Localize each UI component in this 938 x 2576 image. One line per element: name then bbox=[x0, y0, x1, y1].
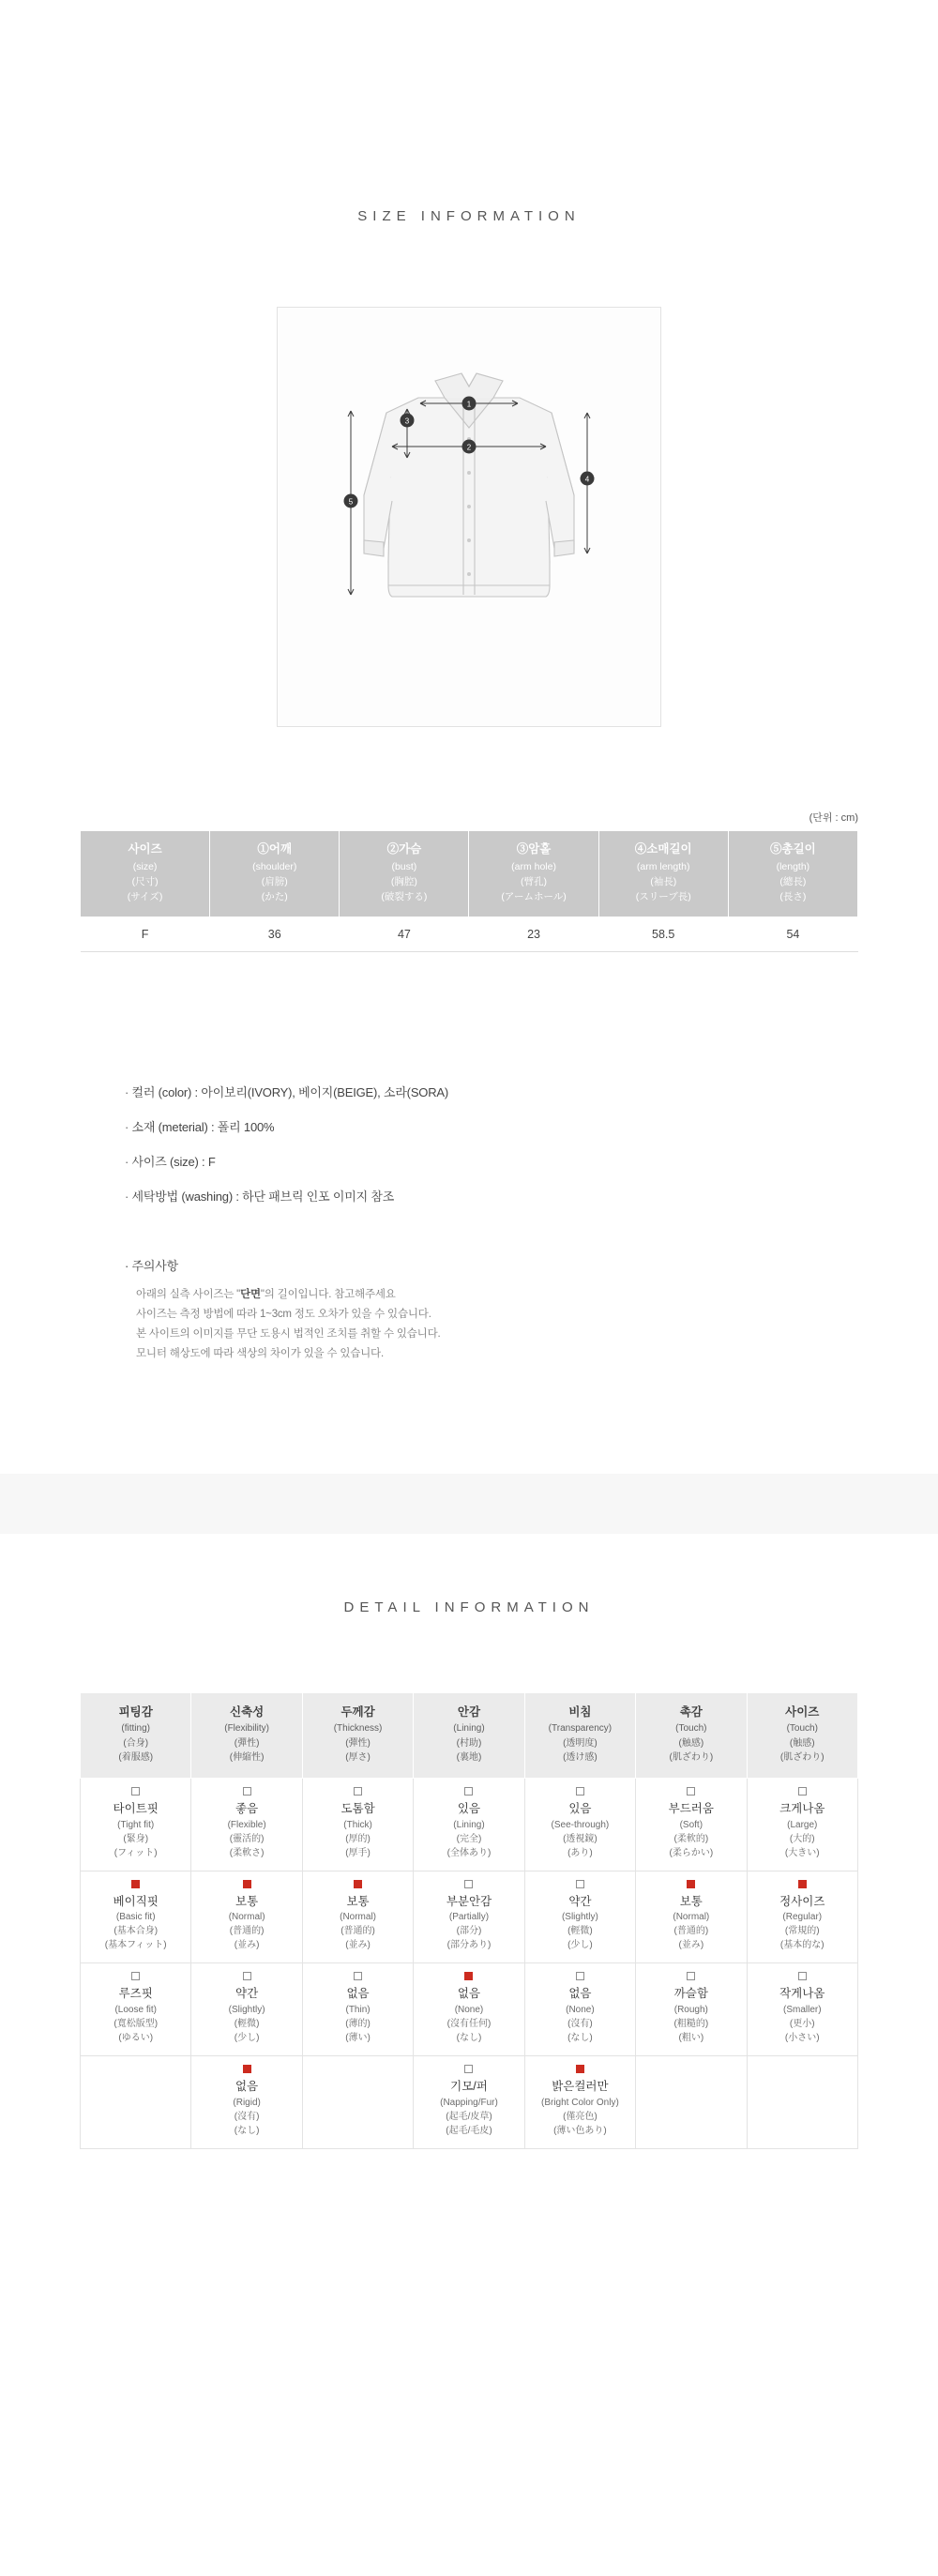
detail-option-cell[interactable] bbox=[81, 1778, 191, 1871]
option-checkbox[interactable] bbox=[243, 1880, 251, 1888]
size-table bbox=[80, 830, 858, 951]
notice-line: 아래의 실측 사이즈는 "단면"의 길이입니다. 참고해주세요 bbox=[136, 1288, 396, 1300]
option-sub-label: (基本的な) bbox=[779, 1940, 825, 1951]
detail-option-cell[interactable] bbox=[524, 2056, 635, 2149]
option-checkbox[interactable] bbox=[576, 1880, 584, 1888]
detail-col-header-sub: (Lining) bbox=[453, 1723, 485, 1735]
detail-option-cell[interactable] bbox=[636, 1871, 747, 1963]
option-sub-label: (並み) bbox=[345, 1940, 371, 1951]
option-sub-label: (僅亮色) bbox=[563, 2111, 598, 2122]
notice-lines bbox=[125, 1285, 858, 1365]
option-sub-label: (少し) bbox=[567, 1940, 593, 1951]
size-col-header-sub: (arm hole) bbox=[511, 860, 556, 872]
product-detail-page bbox=[0, 11, 938, 2576]
option-checkbox[interactable] bbox=[464, 1972, 473, 1980]
size-col-header-sub: (破裂する) bbox=[381, 891, 428, 903]
option-checkbox[interactable] bbox=[576, 2065, 584, 2073]
list-item: · 소재 (meterial) : 폴리 100% bbox=[125, 1109, 858, 1144]
detail-option-cell[interactable] bbox=[191, 2056, 302, 2149]
option-sub-label: (起毛/皮草) bbox=[446, 2111, 492, 2122]
option-label: 보통 bbox=[235, 1894, 259, 1908]
size-cell: 54 bbox=[728, 917, 857, 951]
option-sub-label: (更小) bbox=[789, 2019, 815, 2030]
option-sub-label: (None) bbox=[566, 2005, 595, 2016]
option-checkbox[interactable] bbox=[576, 1787, 584, 1796]
table-row bbox=[81, 1963, 858, 2056]
detail-option-cell[interactable] bbox=[81, 1871, 191, 1963]
option-label: 기모/퍼 bbox=[450, 2080, 488, 2094]
svg-text:1: 1 bbox=[466, 400, 472, 409]
option-checkbox[interactable] bbox=[464, 1787, 473, 1796]
detail-col-header-sub: (fitting) bbox=[121, 1723, 150, 1735]
detail-col-header-label: 촉감 bbox=[679, 1705, 703, 1720]
option-label: 없음 bbox=[568, 1987, 592, 2001]
size-col-header-sub: (尺寸) bbox=[131, 876, 159, 888]
detail-col-header bbox=[191, 1693, 302, 1779]
size-col-header-label: ③암홀 bbox=[516, 842, 552, 856]
option-sub-label: (Large) bbox=[787, 1819, 818, 1830]
product-info-list bbox=[80, 1074, 858, 1213]
option-sub-label: (ゆるい) bbox=[118, 2033, 154, 2044]
option-sub-label: (Rough) bbox=[673, 2005, 708, 2016]
option-sub-label: (None) bbox=[454, 2005, 484, 2016]
option-label: 없음 bbox=[346, 1987, 370, 2001]
option-sub-label: (フィット) bbox=[113, 1847, 158, 1858]
option-sub-label: (あり) bbox=[567, 1847, 593, 1858]
svg-text:2: 2 bbox=[466, 443, 472, 452]
list-item: · 사이즈 (size) : F bbox=[125, 1144, 858, 1178]
detail-col-header-sub: (触感) bbox=[678, 1737, 704, 1749]
detail-col-header-sub: (触感) bbox=[789, 1737, 815, 1749]
svg-text:3: 3 bbox=[404, 417, 410, 426]
option-sub-label: (Normal) bbox=[340, 1912, 376, 1923]
option-sub-label: (Smaller) bbox=[782, 2005, 822, 2016]
detail-col-header bbox=[81, 1693, 191, 1779]
option-label: 베이직핏 bbox=[113, 1894, 159, 1908]
option-sub-label: (普通的) bbox=[673, 1926, 709, 1937]
svg-text:5: 5 bbox=[348, 497, 354, 507]
option-checkbox[interactable] bbox=[243, 1972, 251, 1980]
option-sub-label: (粗い) bbox=[678, 2033, 704, 2044]
option-label: 타이트핏 bbox=[113, 1801, 159, 1815]
option-sub-label: (Loose fit) bbox=[114, 2005, 157, 2016]
option-checkbox[interactable] bbox=[243, 1787, 251, 1796]
detail-table-body bbox=[81, 1778, 858, 2148]
option-sub-label: (沒有任何) bbox=[446, 2019, 492, 2030]
option-checkbox[interactable] bbox=[131, 1972, 140, 1980]
option-sub-label: (なし) bbox=[456, 2033, 482, 2044]
detail-col-header-sub: (透明度) bbox=[563, 1737, 598, 1749]
size-col-header-sub: (shoulder) bbox=[252, 860, 297, 872]
option-sub-label: (起毛/毛皮) bbox=[446, 2125, 492, 2136]
notice-line: 모니터 해상도에 따라 색상의 차이가 있을 수 있습니다. bbox=[136, 1348, 384, 1360]
detail-col-header-sub: (厚さ) bbox=[345, 1752, 371, 1764]
option-sub-label: (Flexible) bbox=[227, 1819, 266, 1830]
size-col-header-sub: (arm length) bbox=[636, 860, 690, 872]
detail-col-header-label: 비침 bbox=[568, 1705, 592, 1720]
size-col-header bbox=[598, 831, 728, 917]
table-row bbox=[81, 1871, 858, 1963]
detail-cell-empty bbox=[81, 2056, 191, 2149]
option-sub-label: (Normal) bbox=[673, 1912, 710, 1923]
detail-option-cell[interactable] bbox=[524, 1963, 635, 2056]
size-col-header-sub: (アームホール) bbox=[501, 891, 567, 903]
size-cell: 58.5 bbox=[598, 917, 728, 951]
option-label: 밝은컬러만 bbox=[552, 2080, 609, 2094]
size-col-header-sub: (臂孔) bbox=[521, 876, 548, 888]
size-information-title: SIZE INFORMATION bbox=[357, 208, 581, 225]
detail-col-header-sub: (合身) bbox=[123, 1737, 149, 1749]
size-col-header-sub: (胸腔) bbox=[390, 876, 417, 888]
option-label: 까슬함 bbox=[673, 1987, 708, 2001]
option-sub-label: (なし) bbox=[567, 2033, 593, 2044]
option-sub-label: (基本フィット) bbox=[104, 1940, 167, 1951]
option-sub-label: (緊身) bbox=[123, 1833, 149, 1844]
option-sub-label: (Basic fit) bbox=[115, 1912, 156, 1923]
size-cell: 36 bbox=[210, 917, 340, 951]
option-checkbox[interactable] bbox=[798, 1972, 807, 1980]
option-sub-label: (Napping/Fur) bbox=[440, 2097, 498, 2108]
detail-col-header-sub: (伸縮性) bbox=[229, 1752, 265, 1764]
option-checkbox[interactable] bbox=[464, 2065, 473, 2073]
detail-col-header bbox=[524, 1693, 635, 1779]
detail-option-cell[interactable] bbox=[414, 1778, 524, 1871]
option-label: 없음 bbox=[457, 1987, 481, 2001]
option-sub-label: (柔軟さ) bbox=[229, 1847, 265, 1858]
detail-col-header-label: 두께감 bbox=[340, 1705, 375, 1720]
size-col-header-label: ②가슴 bbox=[386, 842, 422, 856]
detail-option-cell[interactable] bbox=[191, 1778, 302, 1871]
option-sub-label: (沒有) bbox=[567, 2019, 593, 2030]
option-sub-label: (全体あり) bbox=[446, 1847, 492, 1858]
option-label: 없음 bbox=[235, 2080, 259, 2094]
size-col-header bbox=[340, 831, 469, 917]
option-sub-label: (Rigid) bbox=[233, 2097, 261, 2108]
option-checkbox[interactable] bbox=[464, 1880, 473, 1888]
option-sub-label: (厚手) bbox=[345, 1847, 371, 1858]
size-table-body bbox=[81, 917, 858, 951]
detail-col-header-sub: (Flexibility) bbox=[224, 1723, 270, 1735]
option-sub-label: (寬松版型) bbox=[113, 2019, 159, 2030]
option-sub-label: (Bright Color Only) bbox=[540, 2097, 619, 2108]
detail-option-cell[interactable] bbox=[747, 1871, 857, 1963]
detail-col-header-sub: (Thickness) bbox=[333, 1723, 383, 1735]
option-sub-label: (Normal) bbox=[228, 1912, 265, 1923]
option-label: 있음 bbox=[568, 1801, 592, 1815]
option-sub-label: (粗糙的) bbox=[673, 2019, 709, 2030]
size-table-header-row bbox=[81, 831, 858, 917]
size-col-header-sub: (スリーブ長) bbox=[635, 891, 691, 903]
option-checkbox[interactable] bbox=[131, 1880, 140, 1888]
option-sub-label: (Tight fit) bbox=[117, 1819, 155, 1830]
detail-col-header-label: 안감 bbox=[457, 1705, 481, 1720]
detail-col-header-sub: (Touch) bbox=[675, 1723, 707, 1735]
option-sub-label: (常規的) bbox=[784, 1926, 820, 1937]
detail-col-header-sub: (裏地) bbox=[456, 1752, 482, 1764]
option-sub-label: (Lining) bbox=[453, 1819, 485, 1830]
option-checkbox[interactable] bbox=[354, 1972, 362, 1980]
option-checkbox[interactable] bbox=[687, 1787, 695, 1796]
detail-option-cell[interactable] bbox=[747, 1963, 857, 2056]
option-checkbox[interactable] bbox=[687, 1972, 695, 1980]
option-label: 보통 bbox=[346, 1894, 370, 1908]
size-col-header bbox=[210, 831, 340, 917]
detail-col-header-label: 신축성 bbox=[230, 1705, 265, 1720]
detail-option-cell[interactable] bbox=[191, 1871, 302, 1963]
option-sub-label: (薄い) bbox=[345, 2033, 371, 2044]
size-col-header-sub: (サイズ) bbox=[127, 891, 163, 903]
notice-line: 사이즈는 측정 방법에 따라 1~3cm 정도 오차가 있을 수 있습니다. bbox=[136, 1308, 431, 1320]
option-label: 부분안감 bbox=[446, 1894, 492, 1908]
size-cell: 23 bbox=[469, 917, 598, 951]
option-label: 도톰함 bbox=[340, 1801, 375, 1815]
detail-col-header-sub: (肌ざわり) bbox=[669, 1752, 714, 1764]
detail-option-cell[interactable] bbox=[524, 1871, 635, 1963]
size-col-header-sub: (length) bbox=[776, 860, 810, 872]
size-col-header-label: ④소매길이 bbox=[634, 842, 692, 856]
size-col-header bbox=[469, 831, 598, 917]
detail-col-header-sub: (Touch) bbox=[786, 1723, 818, 1735]
option-sub-label: (小さい) bbox=[784, 2033, 820, 2044]
option-checkbox[interactable] bbox=[798, 1880, 807, 1888]
detail-col-header-label: 사이즈 bbox=[785, 1705, 820, 1720]
option-sub-label: (Regular) bbox=[782, 1912, 823, 1923]
option-sub-label: (Slightly) bbox=[561, 1912, 598, 1923]
option-checkbox[interactable] bbox=[576, 1972, 584, 1980]
option-sub-label: (輕微) bbox=[567, 1926, 593, 1937]
option-sub-label: (並み) bbox=[234, 1940, 260, 1951]
size-cell: 47 bbox=[340, 917, 469, 951]
option-label: 정사이즈 bbox=[779, 1894, 825, 1908]
notice-block bbox=[80, 1256, 858, 1365]
size-col-header-sub: (袖長) bbox=[650, 876, 677, 888]
option-checkbox[interactable] bbox=[243, 2065, 251, 2073]
detail-cell-empty bbox=[302, 2056, 413, 2149]
option-sub-label: (完全) bbox=[456, 1833, 482, 1844]
option-sub-label: (靈活的) bbox=[229, 1833, 265, 1844]
option-checkbox[interactable] bbox=[131, 1787, 140, 1796]
size-col-header-sub: (bust) bbox=[391, 860, 417, 872]
detail-option-cell[interactable] bbox=[302, 1778, 413, 1871]
option-sub-label: (輕微) bbox=[234, 2019, 260, 2030]
detail-option-cell[interactable] bbox=[302, 1963, 413, 2056]
option-label: 좋음 bbox=[235, 1801, 259, 1815]
option-sub-label: (柔軟的) bbox=[673, 1833, 709, 1844]
option-sub-label: (See-through) bbox=[551, 1819, 610, 1830]
option-label: 약간 bbox=[235, 1987, 259, 2001]
detail-table-header-row bbox=[81, 1693, 858, 1779]
detail-col-header-sub: (透け感) bbox=[563, 1752, 598, 1764]
option-label: 있음 bbox=[457, 1801, 481, 1815]
option-sub-label: (普通的) bbox=[340, 1926, 375, 1937]
option-sub-label: (並み) bbox=[678, 1940, 704, 1951]
size-col-header-sub: (size) bbox=[132, 860, 158, 872]
option-label: 작게나옴 bbox=[779, 1987, 825, 2001]
detail-option-cell[interactable] bbox=[414, 1963, 524, 2056]
size-diagram bbox=[277, 307, 661, 727]
option-label: 크게나옴 bbox=[779, 1801, 825, 1815]
size-col-header bbox=[728, 831, 857, 917]
option-sub-label: (基本合身) bbox=[113, 1926, 159, 1937]
list-item: · 세탁방법 (washing) : 하단 패브릭 인포 이미지 참조 bbox=[125, 1178, 858, 1213]
detail-table bbox=[80, 1692, 858, 2149]
detail-col-header-sub: (彈性) bbox=[345, 1737, 371, 1749]
option-label: 루즈핏 bbox=[118, 1987, 153, 2001]
option-sub-label: (柔らかい) bbox=[669, 1847, 714, 1858]
detail-cell-empty bbox=[636, 2056, 747, 2149]
option-sub-label: (大きい) bbox=[784, 1847, 820, 1858]
size-col-header-sub: (總長) bbox=[779, 876, 807, 888]
option-label: 보통 bbox=[679, 1894, 703, 1908]
detail-option-cell[interactable] bbox=[414, 1871, 524, 1963]
option-sub-label: (少し) bbox=[234, 2033, 260, 2044]
table-row bbox=[81, 917, 858, 951]
detail-col-header-sub: (彈性) bbox=[234, 1737, 260, 1749]
option-sub-label: (普通的) bbox=[229, 1926, 265, 1937]
detail-information-title: DETAIL INFORMATION bbox=[343, 1599, 595, 1616]
size-col-header-label: ①어깨 bbox=[257, 842, 293, 856]
detail-col-header-label: 피팅감 bbox=[118, 1705, 153, 1720]
detail-option-cell[interactable] bbox=[747, 1778, 857, 1871]
size-col-header-sub: (肩膀) bbox=[261, 876, 288, 888]
detail-col-header-sub: (村助) bbox=[456, 1737, 482, 1749]
detail-col-header bbox=[302, 1693, 413, 1779]
option-sub-label: (大的) bbox=[789, 1833, 815, 1844]
detail-option-cell[interactable] bbox=[636, 1778, 747, 1871]
table-row bbox=[81, 2056, 858, 2149]
notice-emphasis: 단면 bbox=[240, 1288, 261, 1300]
unit-note: (단위 : cm) bbox=[809, 812, 858, 825]
option-sub-label: (透視鏡) bbox=[563, 1833, 598, 1844]
option-checkbox[interactable] bbox=[354, 1880, 362, 1888]
option-label: 부드러움 bbox=[668, 1801, 714, 1815]
option-checkbox[interactable] bbox=[354, 1787, 362, 1796]
option-sub-label: (薄い色あり) bbox=[553, 2125, 607, 2136]
size-col-header-label: ⑤총길이 bbox=[770, 842, 816, 856]
size-col-header bbox=[81, 831, 210, 917]
option-sub-label: (なし) bbox=[234, 2125, 260, 2136]
detail-col-header-sub: (肌ざわり) bbox=[779, 1752, 825, 1764]
option-label: 약간 bbox=[568, 1894, 592, 1908]
option-sub-label: (Partially) bbox=[448, 1912, 490, 1923]
option-sub-label: (Thick) bbox=[343, 1819, 372, 1830]
notice-title: · 주의사항 bbox=[125, 1256, 858, 1274]
option-sub-label: (薄的) bbox=[345, 2019, 371, 2030]
size-col-header-sub: (長さ) bbox=[779, 891, 807, 903]
list-item: · 컬러 (color) : 아이보리(IVORY), 베이지(BEIGE), 소라(SORA) bbox=[125, 1074, 858, 1109]
detail-option-cell[interactable] bbox=[302, 1871, 413, 1963]
option-sub-label: (沒有) bbox=[234, 2111, 260, 2122]
option-checkbox[interactable] bbox=[798, 1787, 807, 1796]
size-cell: F bbox=[81, 917, 210, 951]
detail-col-header-sub: (着服感) bbox=[118, 1752, 154, 1764]
detail-option-cell[interactable] bbox=[636, 1963, 747, 2056]
option-sub-label: (Slightly) bbox=[228, 2005, 265, 2016]
size-table-area bbox=[80, 810, 858, 951]
detail-col-header bbox=[747, 1693, 857, 1779]
option-checkbox[interactable] bbox=[687, 1880, 695, 1888]
detail-option-cell[interactable] bbox=[524, 1778, 635, 1871]
option-sub-label: (部分) bbox=[456, 1926, 482, 1937]
detail-option-cell[interactable] bbox=[191, 1963, 302, 2056]
option-sub-label: (部分あり) bbox=[446, 1940, 492, 1951]
detail-col-header bbox=[414, 1693, 524, 1779]
option-sub-label: (厚的) bbox=[345, 1833, 371, 1844]
detail-option-cell[interactable] bbox=[414, 2056, 524, 2149]
option-sub-label: (Soft) bbox=[679, 1819, 704, 1830]
notice-line: 본 사이트의 이미지를 무단 도용시 법적인 조치를 취할 수 있습니다. bbox=[136, 1328, 441, 1341]
section-divider-band bbox=[0, 1474, 938, 1534]
detail-cell-empty bbox=[747, 2056, 857, 2149]
table-row bbox=[81, 1778, 858, 1871]
size-col-header-label: 사이즈 bbox=[128, 842, 162, 856]
detail-col-header-sub: (Transparency) bbox=[548, 1723, 613, 1735]
detail-col-header bbox=[636, 1693, 747, 1779]
size-col-header-sub: (かた) bbox=[261, 891, 288, 903]
option-sub-label: (Thin) bbox=[345, 2005, 371, 2016]
detail-table-area bbox=[80, 1692, 858, 2262]
detail-option-cell[interactable] bbox=[81, 1963, 191, 2056]
svg-text:4: 4 bbox=[584, 475, 590, 484]
